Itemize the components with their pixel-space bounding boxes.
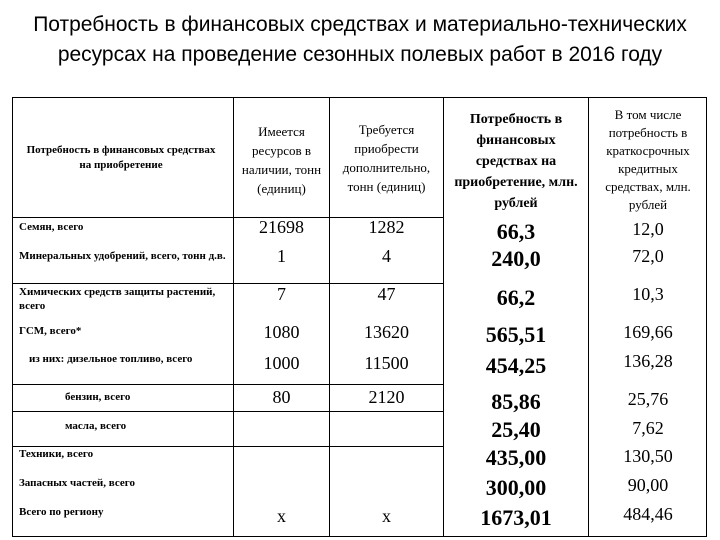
credit-need-diesel: 136,28	[623, 351, 673, 371]
required-region-total: x	[382, 506, 391, 526]
required-fuel: 13620	[364, 322, 409, 342]
credit-need-spare-parts: 90,00	[627, 475, 669, 495]
title-line-1: Потребность в финансовых средствах и материально-технических	[33, 13, 687, 36]
available-gasoline: 80	[272, 387, 291, 407]
credit-need-region-total: 484,46	[623, 504, 673, 524]
financial-need-diesel: 454,25	[485, 353, 547, 378]
credit-need-seeds: 12,0	[632, 219, 664, 239]
credit-need-plant-protection: 10,3	[632, 284, 664, 304]
available-seeds: 21698	[259, 217, 304, 237]
credit-need-machinery: 130,50	[623, 446, 673, 466]
required-diesel: 11500	[364, 353, 409, 373]
financial-need-fuel: 565,51	[485, 322, 547, 347]
required-gasoline: 2120	[368, 387, 405, 407]
financial-need-fertilizers: 240,0	[491, 246, 541, 271]
required-fertilizers: 4	[382, 246, 391, 266]
row-divider	[13, 411, 443, 412]
row-label-spare-parts: Запасных частей, всего	[19, 477, 135, 489]
header-col-required: Требуется приобрести дополнительно, тонн (единиц)	[342, 122, 431, 194]
financial-need-spare-parts: 300,00	[485, 475, 547, 500]
row-label-oils: масла, всего	[65, 420, 127, 432]
row-label-diesel: из них: дизельное топливо, всего	[29, 353, 193, 365]
available-fuel: 1080	[263, 322, 300, 342]
financial-need-machinery: 435,00	[485, 445, 547, 470]
required-plant-protection: 47	[377, 284, 396, 304]
title-line-2: ресурсах на проведение сезонных полевых работ в 2016 году	[57, 43, 663, 66]
document-title	[0, 10, 720, 70]
header-col-available: Имеется ресурсов в наличии, тонн (единиц)	[241, 124, 322, 196]
row-divider	[13, 384, 443, 385]
available-diesel: 1000	[263, 353, 300, 373]
credit-need-oils: 7,62	[632, 418, 664, 438]
header-col-financial-need: Потребность в финансовых средствах на приобретение, млн. рублей	[454, 111, 578, 211]
header-col-need: Потребность в финансовых средствах на приобретение	[26, 144, 216, 171]
available-fertilizers: 1	[277, 246, 286, 266]
financial-need-seeds: 66,3	[496, 219, 536, 244]
financial-need-region-total: 1673,01	[480, 505, 552, 530]
row-label-seeds: Семян, всего	[19, 221, 84, 233]
resource-table	[12, 97, 707, 537]
row-label-region-total: Всего по региону	[19, 506, 104, 518]
credit-need-gasoline: 25,76	[627, 389, 669, 409]
row-label-machinery: Техники, всего	[19, 448, 94, 460]
row-label-fuel: ГСМ, всего*	[19, 325, 82, 337]
credit-need-fuel: 169,66	[623, 322, 673, 342]
credit-need-fertilizers: 72,0	[632, 246, 664, 266]
financial-need-plant-protection: 66,2	[496, 285, 536, 310]
row-label-gasoline: бензин, всего	[65, 391, 131, 403]
required-seeds: 1282	[368, 217, 405, 237]
available-region-total: x	[277, 506, 286, 526]
row-label-fertilizers: Минеральных удобрений, всего, тонн д.в.	[19, 250, 226, 262]
financial-need-oils: 25,40	[491, 417, 541, 442]
financial-need-gasoline: 85,86	[491, 389, 541, 414]
available-plant-protection: 7	[277, 284, 286, 304]
header-col-credit-need: В том числе потребность в краткосрочных кредитных средствах, млн. рублей	[605, 107, 691, 212]
row-label-plant-protection: Химических средств защиты растений, всего	[19, 286, 216, 312]
